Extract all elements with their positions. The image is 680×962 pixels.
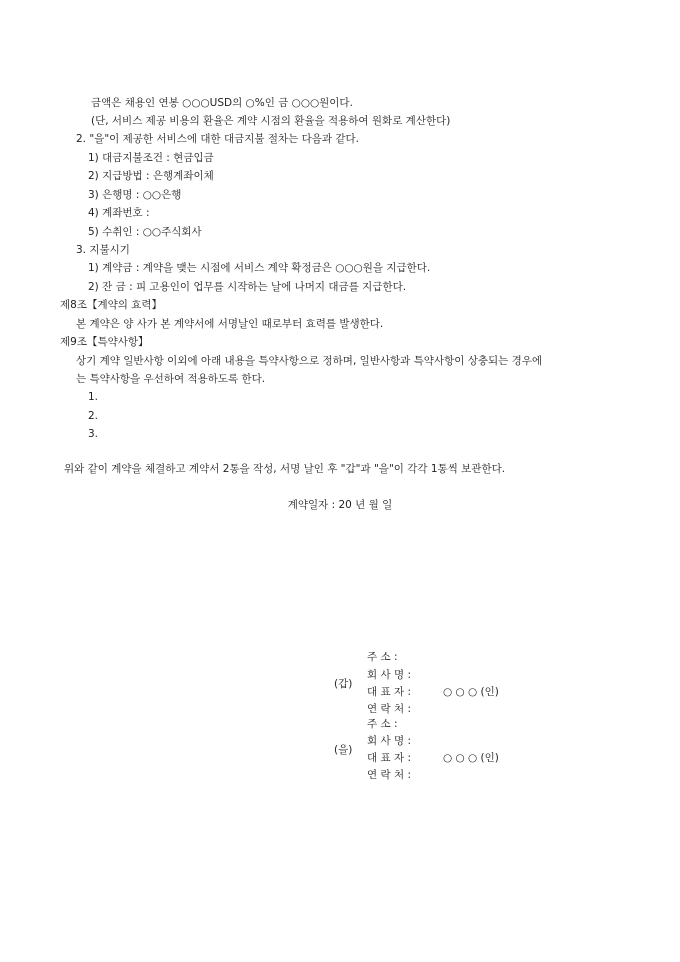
deposit-clause: 1) 계약금 : 계약을 맺는 시점에 서비스 계약 확정금은 ○○○원을 지급한다. (88, 262, 431, 274)
party-a-company: 회 사 명 : (367, 669, 411, 681)
contract-date: 계약일자 : 20 년 월 일 (287, 499, 393, 511)
party-b-contact: 연 락 처 : (367, 769, 411, 781)
special-item-3: 3. (88, 428, 99, 440)
account-number: 4) 계좌번호 : (88, 207, 150, 219)
party-a-contact: 연 락 처 : (367, 703, 411, 715)
party-b-representative: 대 표 자 : (367, 752, 411, 764)
party-b-label: (을) (334, 744, 353, 756)
article-9-text-2: 는 특약사항을 우선하여 적용하도록 한다. (76, 373, 266, 385)
party-a-label: (갑) (334, 678, 353, 690)
payee: 5) 수취인 : ○○주식회사 (88, 226, 202, 238)
party-b-seal: ○ ○ ○ (인) (443, 752, 499, 764)
balance-clause: 2) 잔 금 : 피 고용인이 업무를 시작하는 날에 나머지 대금를 지급한다. (88, 281, 407, 293)
bank-name: 3) 은행명 : ○○은행 (88, 189, 182, 201)
article-9-text-1: 상기 계약 일반사항 이외에 아래 내용을 특약사항으로 정하며, 일반사항과 특약사항이 상충되는 경우에 (76, 355, 543, 367)
fee-amount-line: 금액은 채용인 연봉 ○○○USD의 ○%인 금 ○○○원이다. (91, 97, 353, 109)
closing-statement: 위와 같이 계약을 체결하고 계약서 2통을 작성, 서명 날인 후 "갑"과 "을"이 각각 1통씩 보관한다. (64, 463, 506, 475)
party-a-address: 주 소 : (367, 651, 398, 663)
special-item-2: 2. (88, 410, 99, 422)
special-item-1: 1. (88, 391, 99, 403)
payment-timing-heading: 3. 지불시기 (76, 244, 130, 256)
article-9-heading: 제9조【특약사항】 (60, 336, 149, 348)
party-b-address: 주 소 : (367, 718, 398, 730)
party-a-representative: 대 표 자 : (367, 686, 411, 698)
party-a-seal: ○ ○ ○ (인) (443, 686, 499, 698)
article-8-text: 본 계약은 양 사가 본 계약서에 서명날인 때로부터 효력를 발생한다. (76, 318, 384, 330)
payment-method: 2) 지급방법 : 은행계좌이체 (88, 170, 214, 182)
party-b-company: 회 사 명 : (367, 735, 411, 747)
exchange-rate-note: (단, 서비스 제공 비용의 환율은 계약 시점의 환율을 적용하여 원화로 계산한다) (91, 115, 451, 127)
article-8-heading: 제8조【계약의 효력】 (60, 299, 163, 311)
payment-condition: 1) 대금지불조건 : 현금입금 (88, 152, 214, 164)
payment-procedure-heading: 2. "을"이 제공한 서비스에 대한 대금지불 절차는 다음과 같다. (76, 133, 360, 145)
